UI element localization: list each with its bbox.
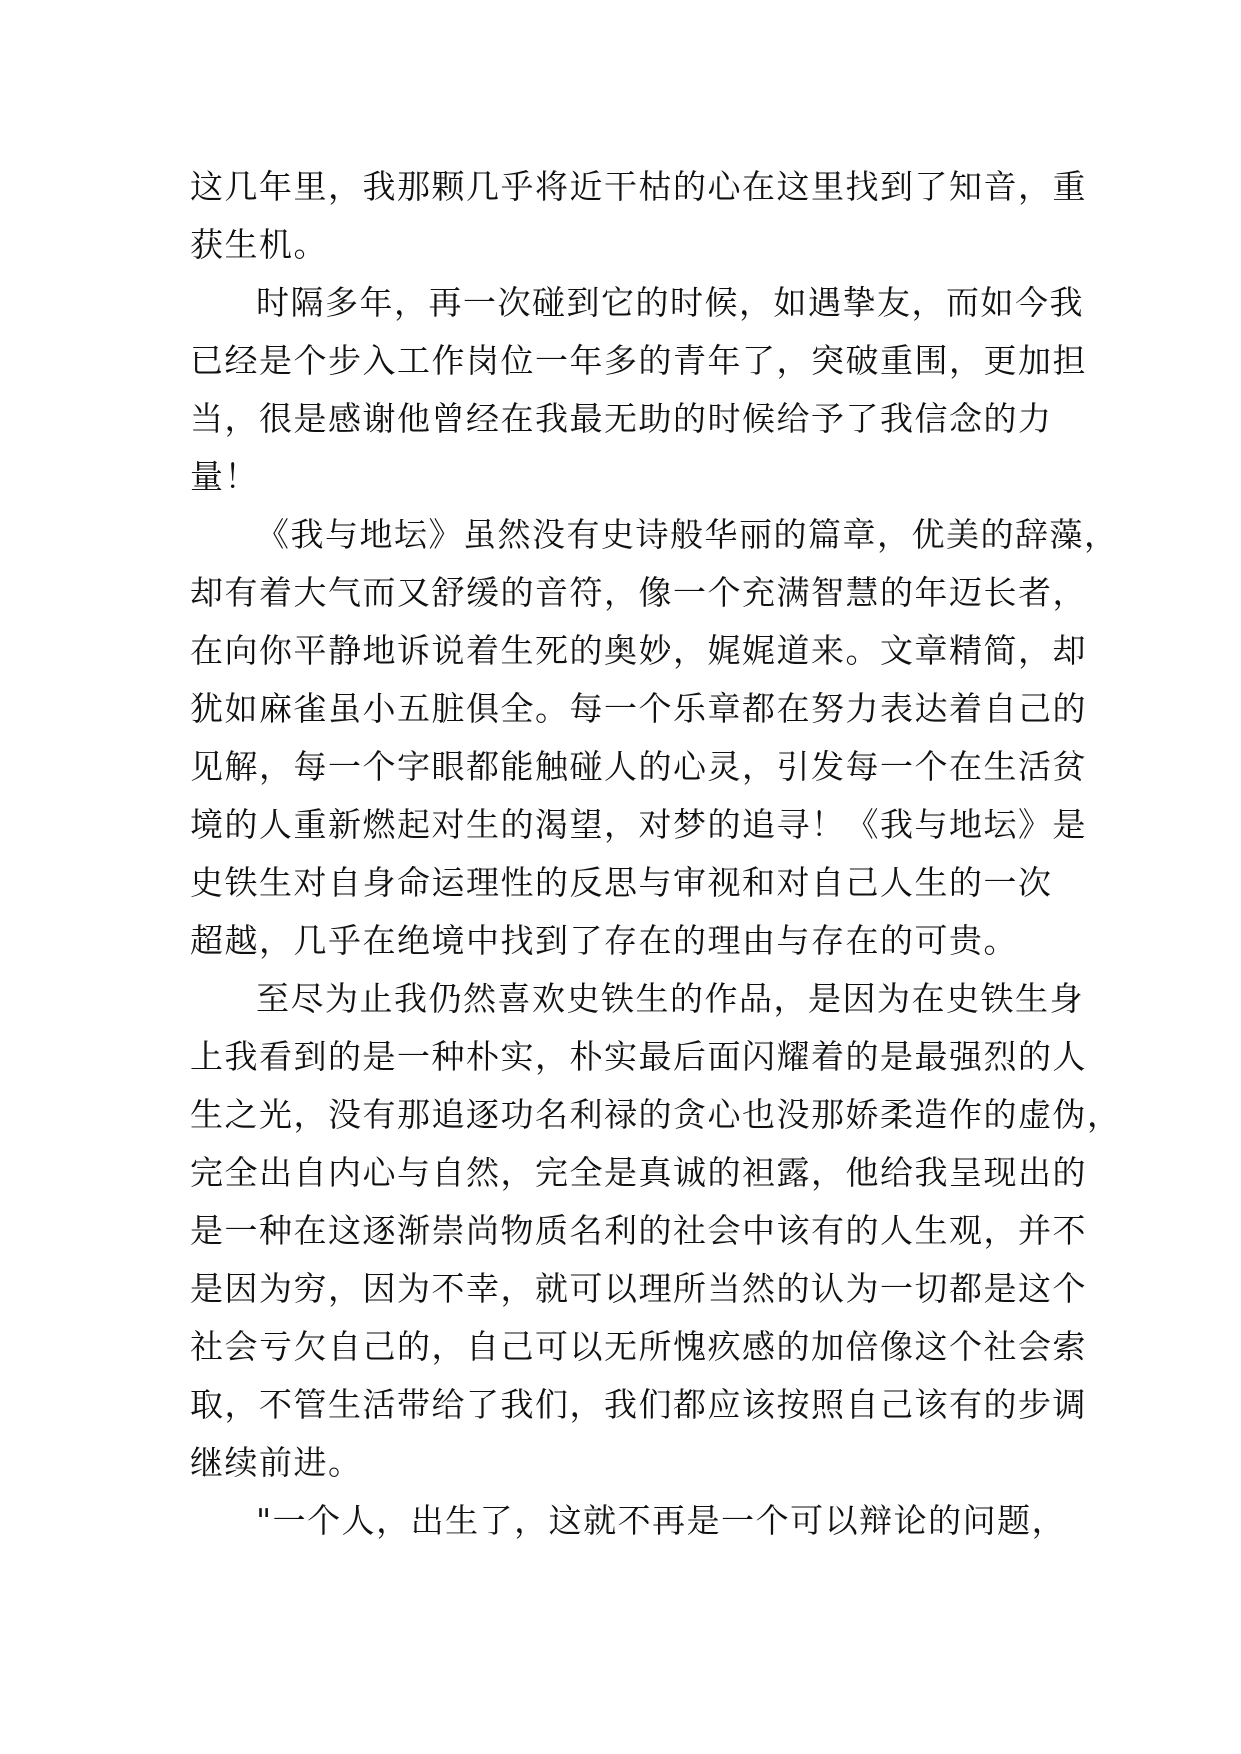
text-line: 犹如麻雀虽小五脏俱全。每一个乐章都在努力表达着自己的 [190,689,1087,728]
paragraph-4 [190,970,1122,1492]
text-line: 史铁生对自身命运理性的反思与审视和对自己人生的一次 [190,863,1053,902]
text-line: 时隔多年，再一次碰到它的时候，如遇挚友，而如今我 [256,283,1084,322]
text-line: 获生机。 [190,225,328,264]
text-line: 在向你平静地诉说着生死的奥妙，娓娓道来。文章精简，却 [190,631,1087,670]
text-line: 量！ [190,457,259,496]
text-line: 这几年里，我那颗几乎将近干枯的心在这里找到了知音，重 [190,167,1087,206]
text-line: 超越，几乎在绝境中找到了存在的理由与存在的可贵。 [190,921,1018,960]
text-line: 继续前进。 [190,1443,363,1482]
text-line: 境的人重新燃起对生的渴望，对梦的追寻！《我与地坛》是 [190,805,1087,844]
text-line: 至尽为止我仍然喜欢史铁生的作品，是因为在史铁生身 [256,979,1084,1018]
text-line: 当，很是感谢他曾经在我最无助的时候给予了我信念的力 [190,399,1053,438]
paragraph-2 [190,274,1087,506]
paragraph-5 [190,1492,1070,1550]
text-line: 却有着大气而又舒缓的音符，像一个充满智慧的年迈长者， [190,573,1087,612]
text-line: 生之光，没有那追逐功名利禄的贪心也没那娇柔造作的虚伪， [190,1095,1122,1134]
text-line: 取，不管生活带给了我们，我们都应该按照自己该有的步调 [190,1385,1087,1424]
text-line: 社会亏欠自己的，自己可以无所愧疚感的加倍像这个社会索 [190,1327,1087,1366]
text-line: 是因为穷，因为不幸，就可以理所当然的认为一切都是这个 [190,1269,1087,1308]
text-line: 《我与地坛》虽然没有史诗般华丽的篇章，优美的辞藻， [256,515,1119,554]
text-line: 见解，每一个字眼都能触碰人的心灵，引发每一个在生活贫 [190,747,1087,786]
paragraph-3 [190,506,1119,970]
document-body [190,158,1122,1550]
paragraph-1 [190,158,1087,274]
text-line: 是一种在这逐渐崇尚物质名利的社会中该有的人生观，并不 [190,1211,1087,1250]
text-line: 已经是个步入工作岗位一年多的青年了，突破重围，更加担 [190,341,1087,380]
text-line: 完全出自内心与自然，完全是真诚的袒露，他给我呈现出的 [190,1153,1087,1192]
text-line: "一个人，出生了，这就不再是一个可以辩论的问题， [256,1501,1067,1540]
text-line: 上我看到的是一种朴实，朴实最后面闪耀着的是最强烈的人 [190,1037,1087,1076]
